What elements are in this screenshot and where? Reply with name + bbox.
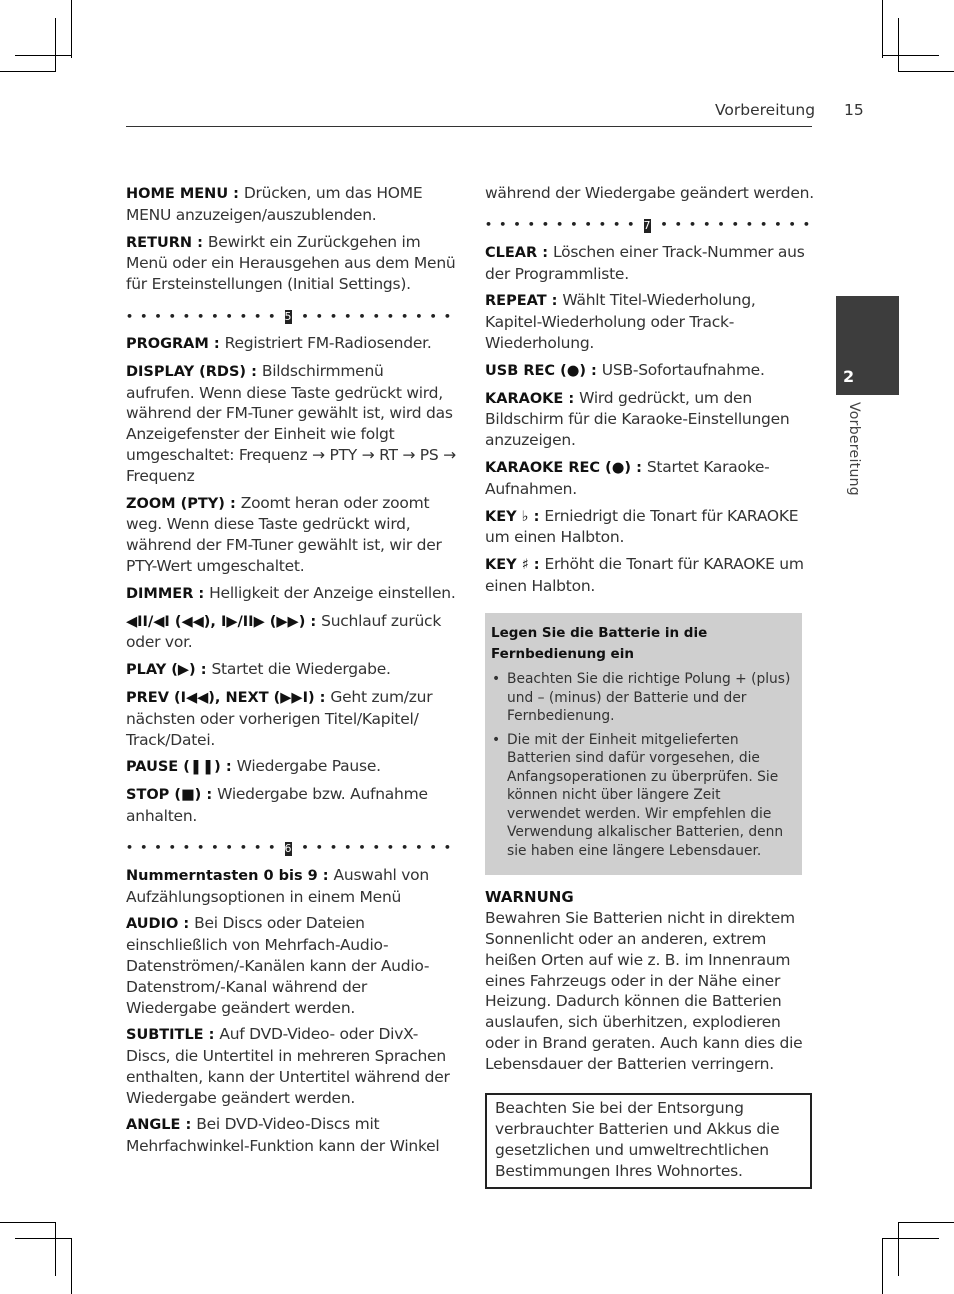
entry-clear <box>485 242 815 285</box>
entry-desc: Suchlauf zurück oder vor. <box>126 611 442 652</box>
crop-mark-bottom-right-v <box>882 1238 883 1294</box>
entry-desc: Wird gedrückt, um den Bildschirm für die Karaoke-Einstellungen anzuzeigen. <box>485 388 790 450</box>
crop-mark-top-right-v <box>882 0 883 58</box>
entry-desc: während der Wiedergabe geändert werden. <box>485 184 814 202</box>
entry-term: DIMMER : <box>126 585 205 602</box>
crop-mark-bottom-right-h <box>898 1222 954 1223</box>
separator-dots: ••••••••••• <box>660 218 818 232</box>
note-item: • Die mit der Einheit mitgelieferten Batterien sind dafür vorgesehen, die Anfangsoperationen zu überprüfen. Sie können nicht über längere Zeit verwendet werden. Wir empfehlen die Verwendung alkalischer Batterien, denn sie haben eine längere Lebensdauer. <box>491 731 796 861</box>
entry-desc: Helligkeit der Anzeige einstellen. <box>209 583 456 602</box>
separator-dots: ••••••••••• <box>126 841 283 855</box>
entry-subtitle <box>126 1024 456 1108</box>
warning-text: Bewahren Sie Batterien nicht in direktem Sonnenlicht oder an anderen, extrem heißen Orten auf wie z. B. im Innenraum eines Fahrzeugs oder in der Nähe einer Heizung. Dadurch können die Batterien auslaufen, sich überhitzen, explodieren oder in Brand geraten. Auch kann dies die Lebensdauer der Batterien verringern. <box>485 909 803 1073</box>
entry-desc: Geht zum/zur nächsten oder vorherigen Titel/Kapitel/ Track/Datei. <box>126 687 433 749</box>
entry-prev-next <box>126 687 456 750</box>
entry-desc: USB-Sofortaufnahme. <box>601 360 765 379</box>
disposal-note-box: Beachten Sie bei der Entsorgung verbrauchter Batterien und Akkus die gesetzlichen und umweltrechtlichen Bestimmungen Ihres Wohnortes. <box>485 1093 812 1189</box>
entry-desc: Löschen einer Track-Nummer aus der Programmliste. <box>485 242 805 283</box>
page-number: 15 <box>844 101 864 119</box>
separator-number: 7 <box>643 218 651 232</box>
section-separator-5 <box>126 307 459 327</box>
section-separator-6 <box>126 839 459 859</box>
crop-mark-bottom-right-h2 <box>882 1238 939 1239</box>
header-rule <box>126 126 812 127</box>
separator-dots: ••••••••••• <box>301 841 459 855</box>
entry-term: PREV (I◀◀), NEXT (▶▶I) : <box>126 689 326 706</box>
entry-term: KEY ♯ : <box>485 557 540 574</box>
entry-term: ◀II/◀I (◀◀), I▶/II▶ (▶▶) : <box>126 613 317 630</box>
entry-desc: Startet die Wiedergabe. <box>211 660 391 679</box>
running-header: Vorbereitung <box>715 101 816 119</box>
entry-desc: Auswahl von Aufzählungsoptionen in einem Menü <box>126 865 429 906</box>
entry-desc: Bildschirmmenü aufrufen. Wenn diese Taste gedrückt wird, während der FM-Tuner gewählt ist, wird das Anzeigefenster der Einheit wie folgt umgeschaltet: Frequenz → PTY → RT → PS → Frequenz <box>126 361 456 485</box>
entry-desc: Drücken, um das HOME MENU anzuzeigen/auszublenden. <box>126 184 423 224</box>
angle-continuation <box>485 183 815 204</box>
entry-desc: Bei Discs oder Dateien einschließlich von Mehrfach-Audio-Datenströmen/-Kanälen kann der Audio-Datenstrom/-Kanal während der Wiedergabe geändert werden. <box>126 914 430 1017</box>
left-column <box>126 183 459 1163</box>
entry-term: PLAY (▶) : <box>126 662 207 679</box>
entry-desc: Erniedrigt die Tonart für KARAOKE um einen Halbton. <box>485 506 799 547</box>
entry-desc: Bewirkt ein Zurückgehen im Menü oder ein Herausgehen aus dem Menü für Ersteinstellungen (Initial Settings). <box>126 232 456 294</box>
entry-search <box>126 611 456 654</box>
crop-mark-top-left-h2 <box>15 55 72 56</box>
battery-note-box <box>485 613 802 876</box>
entry-angle <box>126 1114 456 1157</box>
entry-term: RETURN : <box>126 234 203 251</box>
crop-mark-bottom-right-v2 <box>898 1222 899 1276</box>
entry-term: PAUSE (❚❚) : <box>126 759 232 776</box>
crop-mark-top-right-h2 <box>882 55 939 56</box>
chapter-label: Vorbereitung <box>846 402 862 496</box>
entry-term: CLEAR : <box>485 244 549 261</box>
entry-term: KARAOKE : <box>485 390 575 407</box>
entry-desc: Auf DVD-Video- oder DivX-Discs, die Untertitel in mehreren Sprachen enthalten, kann der Untertitel während der Wiedergabe geändert werden. <box>126 1025 450 1107</box>
crop-mark-top-left-v <box>71 0 72 58</box>
section-separator-7 <box>485 216 818 236</box>
separator-dots: ••••••••••• <box>485 218 642 232</box>
entry-term: DISPLAY (RDS) : <box>126 363 257 380</box>
entry-desc: Wiedergabe Pause. <box>236 757 381 776</box>
entry-program <box>126 333 456 355</box>
entry-key-flat <box>485 506 815 549</box>
entry-term: ANGLE : <box>126 1117 192 1134</box>
entry-pause <box>126 756 456 778</box>
entry-zoom-pty <box>126 493 456 577</box>
entry-desc: Bei DVD-Video-Discs mit Mehrfachwinkel-Funktion kann der Winkel <box>126 1115 440 1156</box>
entry-desc: Registriert FM-Radiosender. <box>224 333 432 352</box>
note-list <box>491 670 796 860</box>
warning-title: WARNUNG <box>485 888 574 907</box>
entry-term: PROGRAM : <box>126 335 220 352</box>
entry-term: HOME MENU : <box>126 186 239 202</box>
crop-mark-top-left-h <box>0 71 56 72</box>
entry-display-rds <box>126 361 456 487</box>
note-title: Legen Sie die Batterie in die Fernbedienung ein <box>491 624 708 662</box>
entry-term: KARAOKE REC (●) : <box>485 459 642 476</box>
entry-term: USB REC (●) : <box>485 362 597 379</box>
entry-term: Nummerntasten 0 bis 9 : <box>126 867 329 884</box>
entry-number-keys <box>126 865 456 908</box>
crop-mark-bottom-left-v <box>71 1238 72 1294</box>
entry-desc: Zoomt heran oder zoomt weg. Wenn diese Taste gedrückt wird, während der FM-Tuner gewählt ist, wir der PTY-Wert umgeschaltet. <box>126 493 442 575</box>
entry-karaoke-rec <box>485 457 815 500</box>
crop-mark-bottom-left-v2 <box>55 1222 56 1276</box>
entry-desc: Erhöht die Tonart für KARAOKE um einen Halbton. <box>485 555 804 595</box>
entry-key-sharp <box>485 554 815 597</box>
entry-term: STOP (■) : <box>126 787 213 804</box>
entry-term: AUDIO : <box>126 916 190 933</box>
crop-mark-bottom-left-h <box>0 1222 56 1223</box>
entry-stop <box>126 784 456 827</box>
note-item: • Beachten Sie die richtige Polung + (plus) und – (minus) der Batterie und der Fernbedienung. <box>491 670 796 726</box>
entry-play <box>126 659 456 681</box>
separator-dots: ••••••••••• <box>301 309 459 323</box>
entry-return <box>126 232 456 295</box>
separator-number: 5 <box>284 309 292 323</box>
entry-repeat <box>485 290 815 353</box>
crop-mark-top-right-h <box>898 71 954 72</box>
entry-term: REPEAT : <box>485 293 558 310</box>
entry-desc: Wiedergabe bzw. Aufnahme anhalten. <box>126 785 428 825</box>
entry-audio <box>126 913 456 1018</box>
entry-term: ZOOM (PTY) : <box>126 495 236 512</box>
entry-usb-rec <box>485 360 815 382</box>
entry-desc: Wählt Titel-Wiederholung, Kapitel-Wiederholung oder Track-Wiederholung. <box>485 291 756 352</box>
crop-mark-bottom-left-h2 <box>15 1238 72 1239</box>
crop-mark-top-left-v2 <box>55 18 56 72</box>
right-column <box>485 183 818 1189</box>
entry-home-menu <box>126 183 456 226</box>
entry-dimmer <box>126 583 456 605</box>
separator-dots: ••••••••••• <box>126 309 283 323</box>
entry-term: SUBTITLE : <box>126 1027 215 1044</box>
entry-term: KEY ♭ : <box>485 508 540 525</box>
entry-karaoke <box>485 388 815 451</box>
chapter-number: 2 <box>843 367 855 386</box>
crop-mark-top-right-v2 <box>898 18 899 72</box>
separator-number: 6 <box>284 841 292 855</box>
entry-desc: Startet Karaoke-Aufnahmen. <box>485 457 770 498</box>
